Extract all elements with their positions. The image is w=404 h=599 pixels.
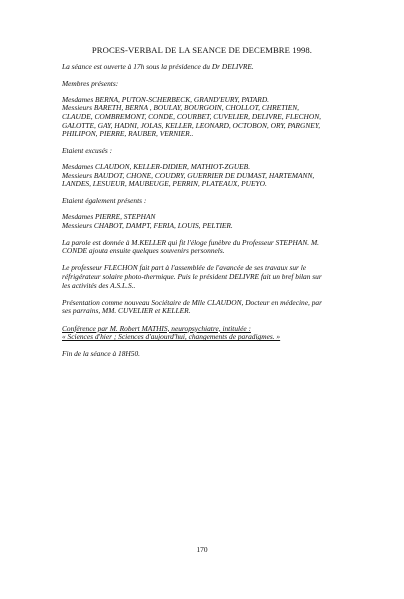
page-number: 170 bbox=[196, 545, 208, 554]
members-present-heading: Membres présents: bbox=[62, 79, 119, 89]
new-member-paragraph-line: Présentation comme nouveau Sociétaire de Mlle CLAUDON, Docteur en médecine, par bbox=[62, 297, 322, 307]
report-paragraph-line: les activités des A.S.L.S.. bbox=[62, 280, 136, 290]
conference-line: Conférence par M. Robert MATHIS, neuropsychiatre, intitulée : bbox=[62, 323, 251, 333]
report-paragraph-line: réfrigérateur solaire photo-thermique. Puis le président DELIVRE fait un bref bilan sur bbox=[62, 272, 322, 282]
members-present-line: Messieurs BARETH, BERNA , BOULAY, BOURGOIN, CHOLLOT, CHRETIEN, bbox=[62, 103, 299, 113]
members-present-line: CLAUDE, COMBREMONT, CONDE, COURBET, CUVELIER, DELIVRE, FLECHON, bbox=[62, 111, 322, 121]
page-title: PROCES-VERBAL DE LA SEANCE DE DECEMBRE 1998. bbox=[91, 45, 313, 55]
excused-heading: Etaient excusés : bbox=[62, 146, 113, 156]
also-present-line: Mesdames PIERRE, STEPHAN bbox=[62, 211, 156, 221]
members-present-line: GALOTTE, GAY, HADNI, JOLAS, KELLER, LEONARD, OCTOBON, ORY, PARGNEY, bbox=[62, 120, 321, 130]
excused-line: Mesdames CLAUDON, KELLER-DIDIER, MATHIOT-ZGUEB. bbox=[62, 161, 251, 171]
report-paragraph-line: Le professeur FLECHON fait part à l'assemblée de l'avancée de ses travaux sur le bbox=[62, 263, 307, 273]
eulogy-paragraph-line: CONDE ajouta ensuite quelques souvenirs personnels. bbox=[62, 246, 225, 256]
eulogy-paragraph-line: La parole est donnée à M.KELLER qui fit l'éloge funèbre du Professeur STEPHAN. M. bbox=[62, 237, 319, 247]
also-present-heading: Etaient également présents : bbox=[62, 196, 147, 206]
closing-line: Fin de la séance à 18H50. bbox=[62, 349, 140, 359]
new-member-paragraph-line: ses parrains, MM. CUVELIER et KELLER. bbox=[62, 306, 191, 316]
minutes-body bbox=[62, 63, 344, 359]
conference-line: « Sciences d'hier ; Sciences d'aujourd'hui, changements de paradigmes. » bbox=[62, 332, 281, 342]
also-present-line: Messieurs CHABOT, DAMPT, FERIA, LOUIS, PELTIER. bbox=[62, 220, 233, 230]
members-present-line: PHILIPON, PIERRE, RAUBER, VERNIER.. bbox=[62, 129, 194, 139]
excused-line: LANDES, LESUEUR, MAUBEUGE, PERRIN, PLATEAUX, PUEYO. bbox=[62, 179, 267, 189]
excused-line: Messieurs BAUDOT, CHONE, COUDRY, GUERRIER DE DUMAST, HARTEMANN, bbox=[62, 170, 315, 180]
opening-line: La séance est ouverte à 17h sous la présidence du Dr DELIVRE. bbox=[62, 62, 254, 71]
members-present-line: Mesdames BERNA, PUTON-SCHERBECK, GRAND'EURY, PATARD. bbox=[62, 94, 270, 104]
